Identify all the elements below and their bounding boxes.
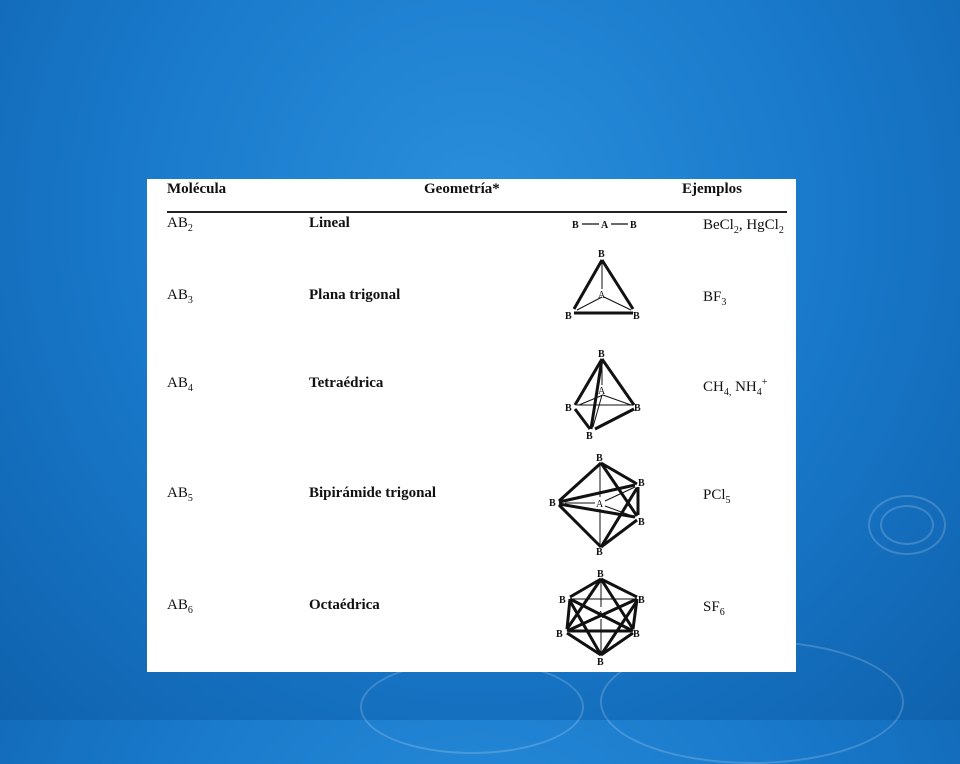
atom-label: B	[597, 657, 604, 667]
header-geometry: Geometría*	[424, 181, 500, 197]
atom-label: B	[597, 569, 604, 580]
trigonal-bipyramidal-figure	[545, 451, 655, 556]
atom-label: B	[633, 629, 640, 640]
atom-label: B	[638, 517, 645, 528]
molecule-cell: $AB_3$	[167, 287, 193, 306]
atom-label: B	[565, 403, 572, 414]
atom-label: B	[633, 311, 640, 322]
molecule-cell: $AB_5$	[167, 485, 193, 504]
atom-label: B	[596, 453, 603, 464]
atom-label: A	[597, 610, 605, 621]
atom-label: B	[638, 478, 645, 489]
atom-label: B	[549, 498, 556, 509]
atom-label: B	[598, 349, 605, 360]
atom-label: B	[572, 220, 579, 231]
atom-label: B	[634, 403, 641, 414]
atom-label: A	[601, 220, 609, 231]
atom-label: A	[598, 386, 606, 397]
linear-figure	[567, 214, 647, 234]
examples-cell: $CH_{4,}$ $NH_4^+$	[703, 377, 768, 398]
examples-cell: $BF_3$	[703, 289, 727, 308]
molecule-cell: $AB_4$	[167, 375, 193, 394]
trigonal-planar-figure	[557, 247, 647, 327]
examples-cell: BeCl$_2$, HgCl$_2$	[703, 217, 784, 236]
header-molecule: Molécula	[167, 181, 227, 197]
atom-label: B	[565, 311, 572, 322]
molecule-cell: $AB_6$	[167, 597, 193, 616]
atom-label: A	[598, 290, 606, 301]
molecule-cell: $AB_2$	[167, 215, 193, 234]
header-rule	[167, 211, 787, 213]
geometry-name-cell: Bipirámide trigonal	[309, 485, 437, 501]
atom-label: B	[598, 249, 605, 260]
examples-cell: $SF_6$	[703, 599, 725, 618]
atom-label: B	[638, 595, 645, 606]
geometry-name-cell: Octaédrica	[309, 597, 380, 613]
geometry-name-cell: Plana trigonal	[309, 287, 401, 303]
atom-label: B	[559, 595, 566, 606]
atom-label: B	[596, 547, 603, 556]
atom-label: A	[596, 499, 604, 510]
ripple-decoration	[868, 495, 946, 555]
geometry-table	[147, 179, 796, 672]
header-examples: Ejemplos	[682, 181, 742, 197]
atom-label: B	[630, 220, 637, 231]
geometry-name-cell: Lineal	[309, 215, 350, 231]
atom-label: B	[586, 431, 593, 442]
tetrahedral-figure	[557, 347, 647, 442]
octahedral-figure	[547, 567, 657, 667]
geometry-name-cell: Tetraédrica	[309, 375, 384, 391]
ripple-decoration	[360, 660, 584, 754]
examples-cell: PCl$_5$	[703, 487, 731, 506]
atom-label: B	[556, 629, 563, 640]
